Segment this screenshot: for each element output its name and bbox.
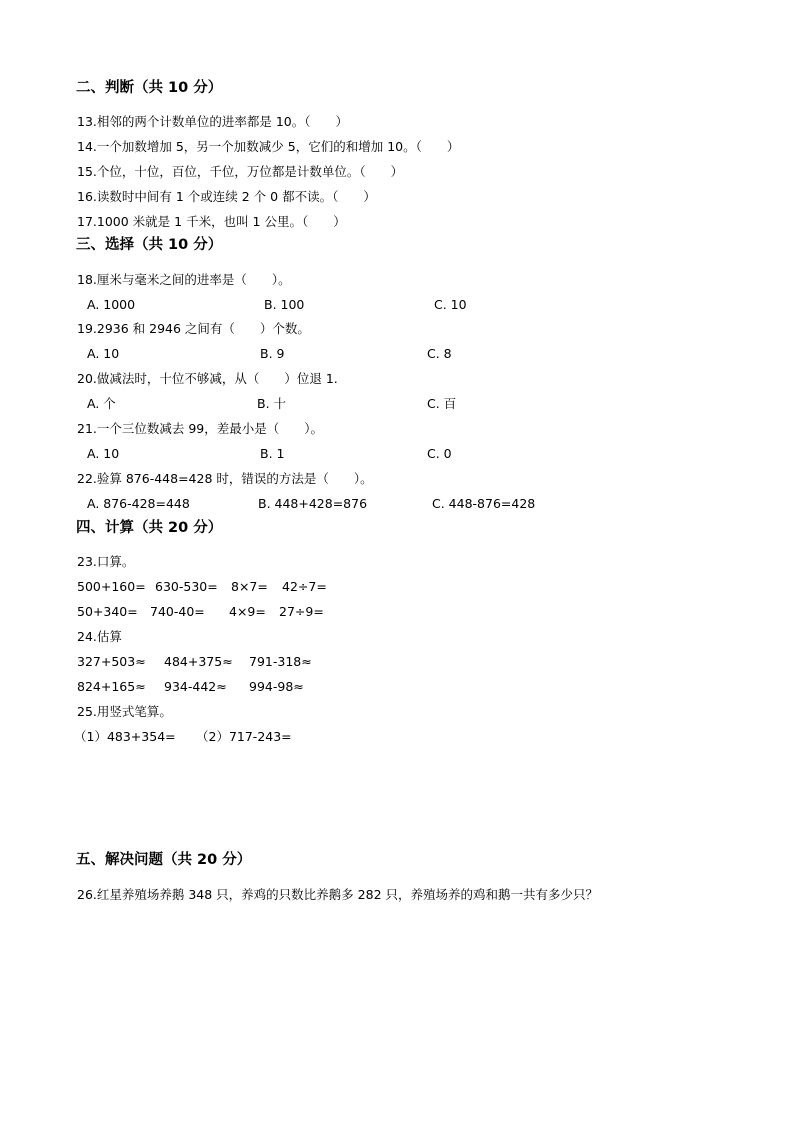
choice-option-c: C. 448-876=428 <box>432 496 536 511</box>
choice-option-a: A. 10 <box>87 446 120 461</box>
choice-option-a: A. 1000 <box>87 297 136 312</box>
choice-option-c: C. 0 <box>427 446 452 461</box>
question-23-title: 23.口算。 <box>77 554 135 569</box>
oral-item: 740-40= <box>150 604 205 619</box>
choice-question-22: 22.验算 876-448=428 时，错误的方法是（ ）。 <box>77 471 373 486</box>
estimate-item: 994-98≈ <box>249 679 304 694</box>
oral-item: 27÷9= <box>279 604 324 619</box>
estimate-item: 791-318≈ <box>249 654 312 669</box>
judge-item-16: 16.读数时中间有 1 个或连续 2 个 0 都不读。（ ） <box>77 189 376 204</box>
choice-question-21: 21.一个三位数减去 99，差最小是（ ）。 <box>77 421 324 436</box>
choice-option-c: C. 10 <box>434 297 467 312</box>
question-26: 26.红星养殖场养鹅 348 只，养鸡的只数比养鹅多 282 只，养殖场养的鸡和鹅一共有多少只？ <box>77 887 598 902</box>
choice-option-b: B. 448+428=876 <box>258 496 368 511</box>
choice-question-20: 20.做减法时，十位不够减，从（ ）位退 1. <box>77 371 338 386</box>
oral-item: 50+340= <box>77 604 138 619</box>
estimate-item: 934-442≈ <box>164 679 227 694</box>
choice-option-a: A. 10 <box>87 346 120 361</box>
oral-item: 4×9= <box>229 604 266 619</box>
choice-option-a: A. 876-428=448 <box>87 496 190 511</box>
judge-item-13: 13.相邻的两个计数单位的进率都是 10。（ ） <box>77 114 349 129</box>
oral-item: 42÷7= <box>282 579 327 594</box>
judge-item-14: 14.一个加数增加 5，另一个加数减少 5，它们的和增加 10。（ ） <box>77 139 460 154</box>
judge-item-15: 15.个位，十位，百位，千位，万位都是计数单位。（ ） <box>77 164 404 179</box>
section-title-judge: 二、判断（共 10 分） <box>76 80 223 96</box>
choice-question-19: 19.2936 和 2946 之间有（ ）个数。 <box>77 321 310 336</box>
section-title-calc: 四、计算（共 20 分） <box>76 520 223 536</box>
estimate-item: 824+165≈ <box>77 679 146 694</box>
question-24-title: 24.估算 <box>77 629 122 644</box>
question-25-title: 25.用竖式笔算。 <box>77 704 172 719</box>
choice-option-c: C. 8 <box>427 346 452 361</box>
section-title-solve: 五、解决问题（共 20 分） <box>76 852 252 868</box>
choice-option-a: A. 个 <box>87 396 116 411</box>
choice-option-c: C. 百 <box>427 396 457 411</box>
estimate-item: 327+503≈ <box>77 654 146 669</box>
vertical-item: （2）717-243= <box>196 729 292 744</box>
oral-item: 630-530= <box>155 579 218 594</box>
oral-item: 8×7= <box>231 579 268 594</box>
vertical-item: （1）483+354= <box>74 729 176 744</box>
choice-option-b: B. 100 <box>264 297 305 312</box>
section-title-choice: 三、选择（共 10 分） <box>76 237 223 253</box>
choice-option-b: B. 十 <box>257 396 287 411</box>
choice-option-b: B. 1 <box>260 446 285 461</box>
choice-option-b: B. 9 <box>260 346 285 361</box>
oral-item: 500+160= <box>77 579 146 594</box>
choice-question-18: 18.厘米与毫米之间的进率是（ ）。 <box>77 272 291 287</box>
judge-item-17: 17.1000 米就是 1 千米，也叫 1 公里。（ ） <box>77 214 346 229</box>
estimate-item: 484+375≈ <box>164 654 233 669</box>
